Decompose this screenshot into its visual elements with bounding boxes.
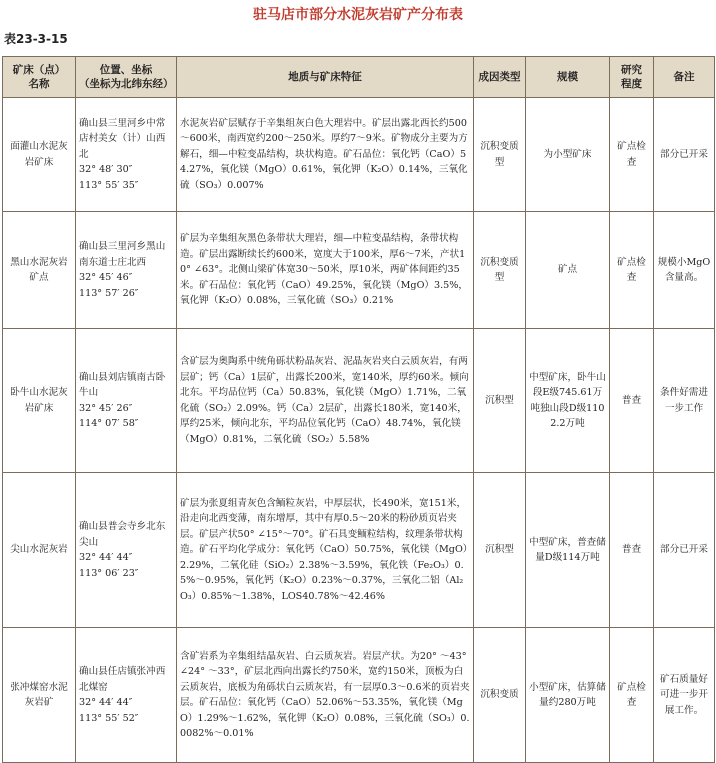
geology-cell: 水泥灰岩矿层赋存于辛集组灰白色大理岩中。矿层出露北西长约500～600米，南西宽约200～250米。厚约7～9米。矿物成分主要为方解石，细—中粒变晶结构，块状构造。矿石品位：氧化钙（CaO）54.27%，氧化镁（MgO）0.61%，氧化钾（K₂O）0.14%，三氧化硫（SO₃）0.007% — [177, 98, 474, 212]
header-deposit: 矿床（点） 名称 — [3, 57, 76, 98]
deposit-name: 面灌山水泥灰岩矿床 — [3, 98, 76, 212]
remarks-cell: 规模小MgO含量高。 — [654, 212, 715, 329]
location-cell: 确山县三里河乡黑山南东道士庄北西 32° 45′ 46″ 113° 57′ 26″ — [76, 212, 177, 329]
genesis-cell: 沉积型 — [474, 473, 526, 628]
header-location: 位置、坐标 （坐标为北纬东经） — [76, 57, 177, 98]
header-geology: 地质与矿床特征 — [177, 57, 474, 98]
location-cell: 确山县普会寺乡北东尖山 32° 44′ 44″ 113° 06′ 23″ — [76, 473, 177, 628]
scale-cell: 中型矿床，卧牛山段E级745.61万吨独山段D级1102.2万吨 — [526, 329, 610, 473]
geology-cell: 含矿层为奥陶系中统角砾状粉晶灰岩、泥晶灰岩夹白云质灰岩，有两层矿；钙（Ca）1层矿，出露长200米，宽140米，厚约60米。倾向北东。平均品位钙（Ca）50.83%，氧化镁（MgO）1.71%，二氧化硫（SO₂）2.09%。钙（Ca）2层矿，出露长180米，宽140米，厚约25米，倾向北东，平均品位氧化钙（CaO）48.74%，氧化镁（MgO）0.81%，二氧化硫（SO₂）5.58% — [177, 329, 474, 473]
remarks-cell: 条件好需进一步工作 — [654, 329, 715, 473]
geology-cell: 矿层为张夏组青灰色含鲕粒灰岩，中厚层状，长490米，宽151米，沿走向北西变薄，南东增厚，其中有厚0.5～20米的粉砂质页岩夹层。矿层产状50° ∠15°～70°。矿石具变鲕粒结构，纹理条带状构造。矿石平均化学成分：氧化钙（CaO）50.75%，氧化镁（MgO）2.29%，二氧化硅（SiO₂）2.38%～3.59%，氧化铁（Fe₂O₃）0.5%～0.95%，氧化钙（K₂O）0.23%～0.37%，三氧化二铝（Al₂O₃）0.85%～1.38%，LOS40.78%～42.46% — [177, 473, 474, 628]
genesis-cell: 沉积变质型 — [474, 212, 526, 329]
research-cell: 矿点检查 — [610, 628, 654, 763]
geology-cell: 矿层为辛集组灰黑色条带状大理岩，细—中粒变晶结构，条带状构造。矿层出露断续长约600米，宽度大于100米，厚6～7米，产状10° ∠63°。北侧山梁矿体宽30～50米，厚10米，两矿体间距约35米。矿石品位：氧化钙（CaO）49.25%，氧化镁（MgO）3.5%，氧化钾（K₂O）0.08%，三氧化硫（SO₃）0.21% — [177, 212, 474, 329]
deposit-name: 黑山水泥灰岩矿点 — [3, 212, 76, 329]
location-cell: 确山县任店镇张冲西北煤窑 32° 44′ 44″ 113° 55′ 52″ — [76, 628, 177, 763]
header-genesis: 成因类型 — [474, 57, 526, 98]
scale-cell: 小型矿床，估算储量约280万吨 — [526, 628, 610, 763]
genesis-cell: 沉积变质型 — [474, 98, 526, 212]
scale-cell: 矿点 — [526, 212, 610, 329]
geology-cell: 含矿岩系为辛集组结晶灰岩、白云质灰岩。岩层产状。为20° ～43° ∠24° ～33°，矿层北西向出露长约750米，宽约150米，顶板为白云质灰岩，底板为角砾状白云质灰岩，有一层厚0.3～0.6米的页岩夹层。矿石品位：氧化钙（CaO）52.06%～53.35%，氧化镁（MgO）1.29%～1.62%，氧化钾（K₂O）0.08%，三氧化硫（SO₃）0.0082%～0.01% — [177, 628, 474, 763]
research-cell: 矿点检查 — [610, 98, 654, 212]
remarks-cell: 矿石质量好可进一步开展工作。 — [654, 628, 715, 763]
deposit-name: 卧牛山水泥灰岩矿床 — [3, 329, 76, 473]
genesis-cell: 沉积变质 — [474, 628, 526, 763]
table-row — [3, 98, 715, 212]
research-cell: 普查 — [610, 473, 654, 628]
table-number: 表23-3-15 — [4, 32, 68, 46]
research-cell: 矿点检查 — [610, 212, 654, 329]
location-cell: 确山县刘店镇南古卧牛山 32° 45′ 26″ 114° 07′ 58″ — [76, 329, 177, 473]
header-remarks: 备注 — [654, 57, 715, 98]
table-row — [3, 473, 715, 628]
scale-cell: 为小型矿床 — [526, 98, 610, 212]
header-row — [3, 57, 715, 98]
research-cell: 普查 — [610, 329, 654, 473]
deposit-name: 尖山水泥灰岩 — [3, 473, 76, 628]
table-row — [3, 329, 715, 473]
deposit-name: 张冲煤窑水泥灰岩矿 — [3, 628, 76, 763]
document-title: 驻马店市部分水泥灰岩矿产分布表 — [253, 7, 463, 23]
table-row — [3, 628, 715, 763]
scale-cell: 中型矿床，普查储量D级114万吨 — [526, 473, 610, 628]
genesis-cell: 沉积型 — [474, 329, 526, 473]
remarks-cell: 部分已开采 — [654, 473, 715, 628]
header-scale: 规模 — [526, 57, 610, 98]
remarks-cell: 部分已开采 — [654, 98, 715, 212]
deposit-table — [2, 56, 715, 763]
table-row — [3, 212, 715, 329]
header-research: 研究 程度 — [610, 57, 654, 98]
location-cell: 确山县三里河乡中常店村美女（计）山西北 32° 48′ 30″ 113° 55′ 35″ — [76, 98, 177, 212]
